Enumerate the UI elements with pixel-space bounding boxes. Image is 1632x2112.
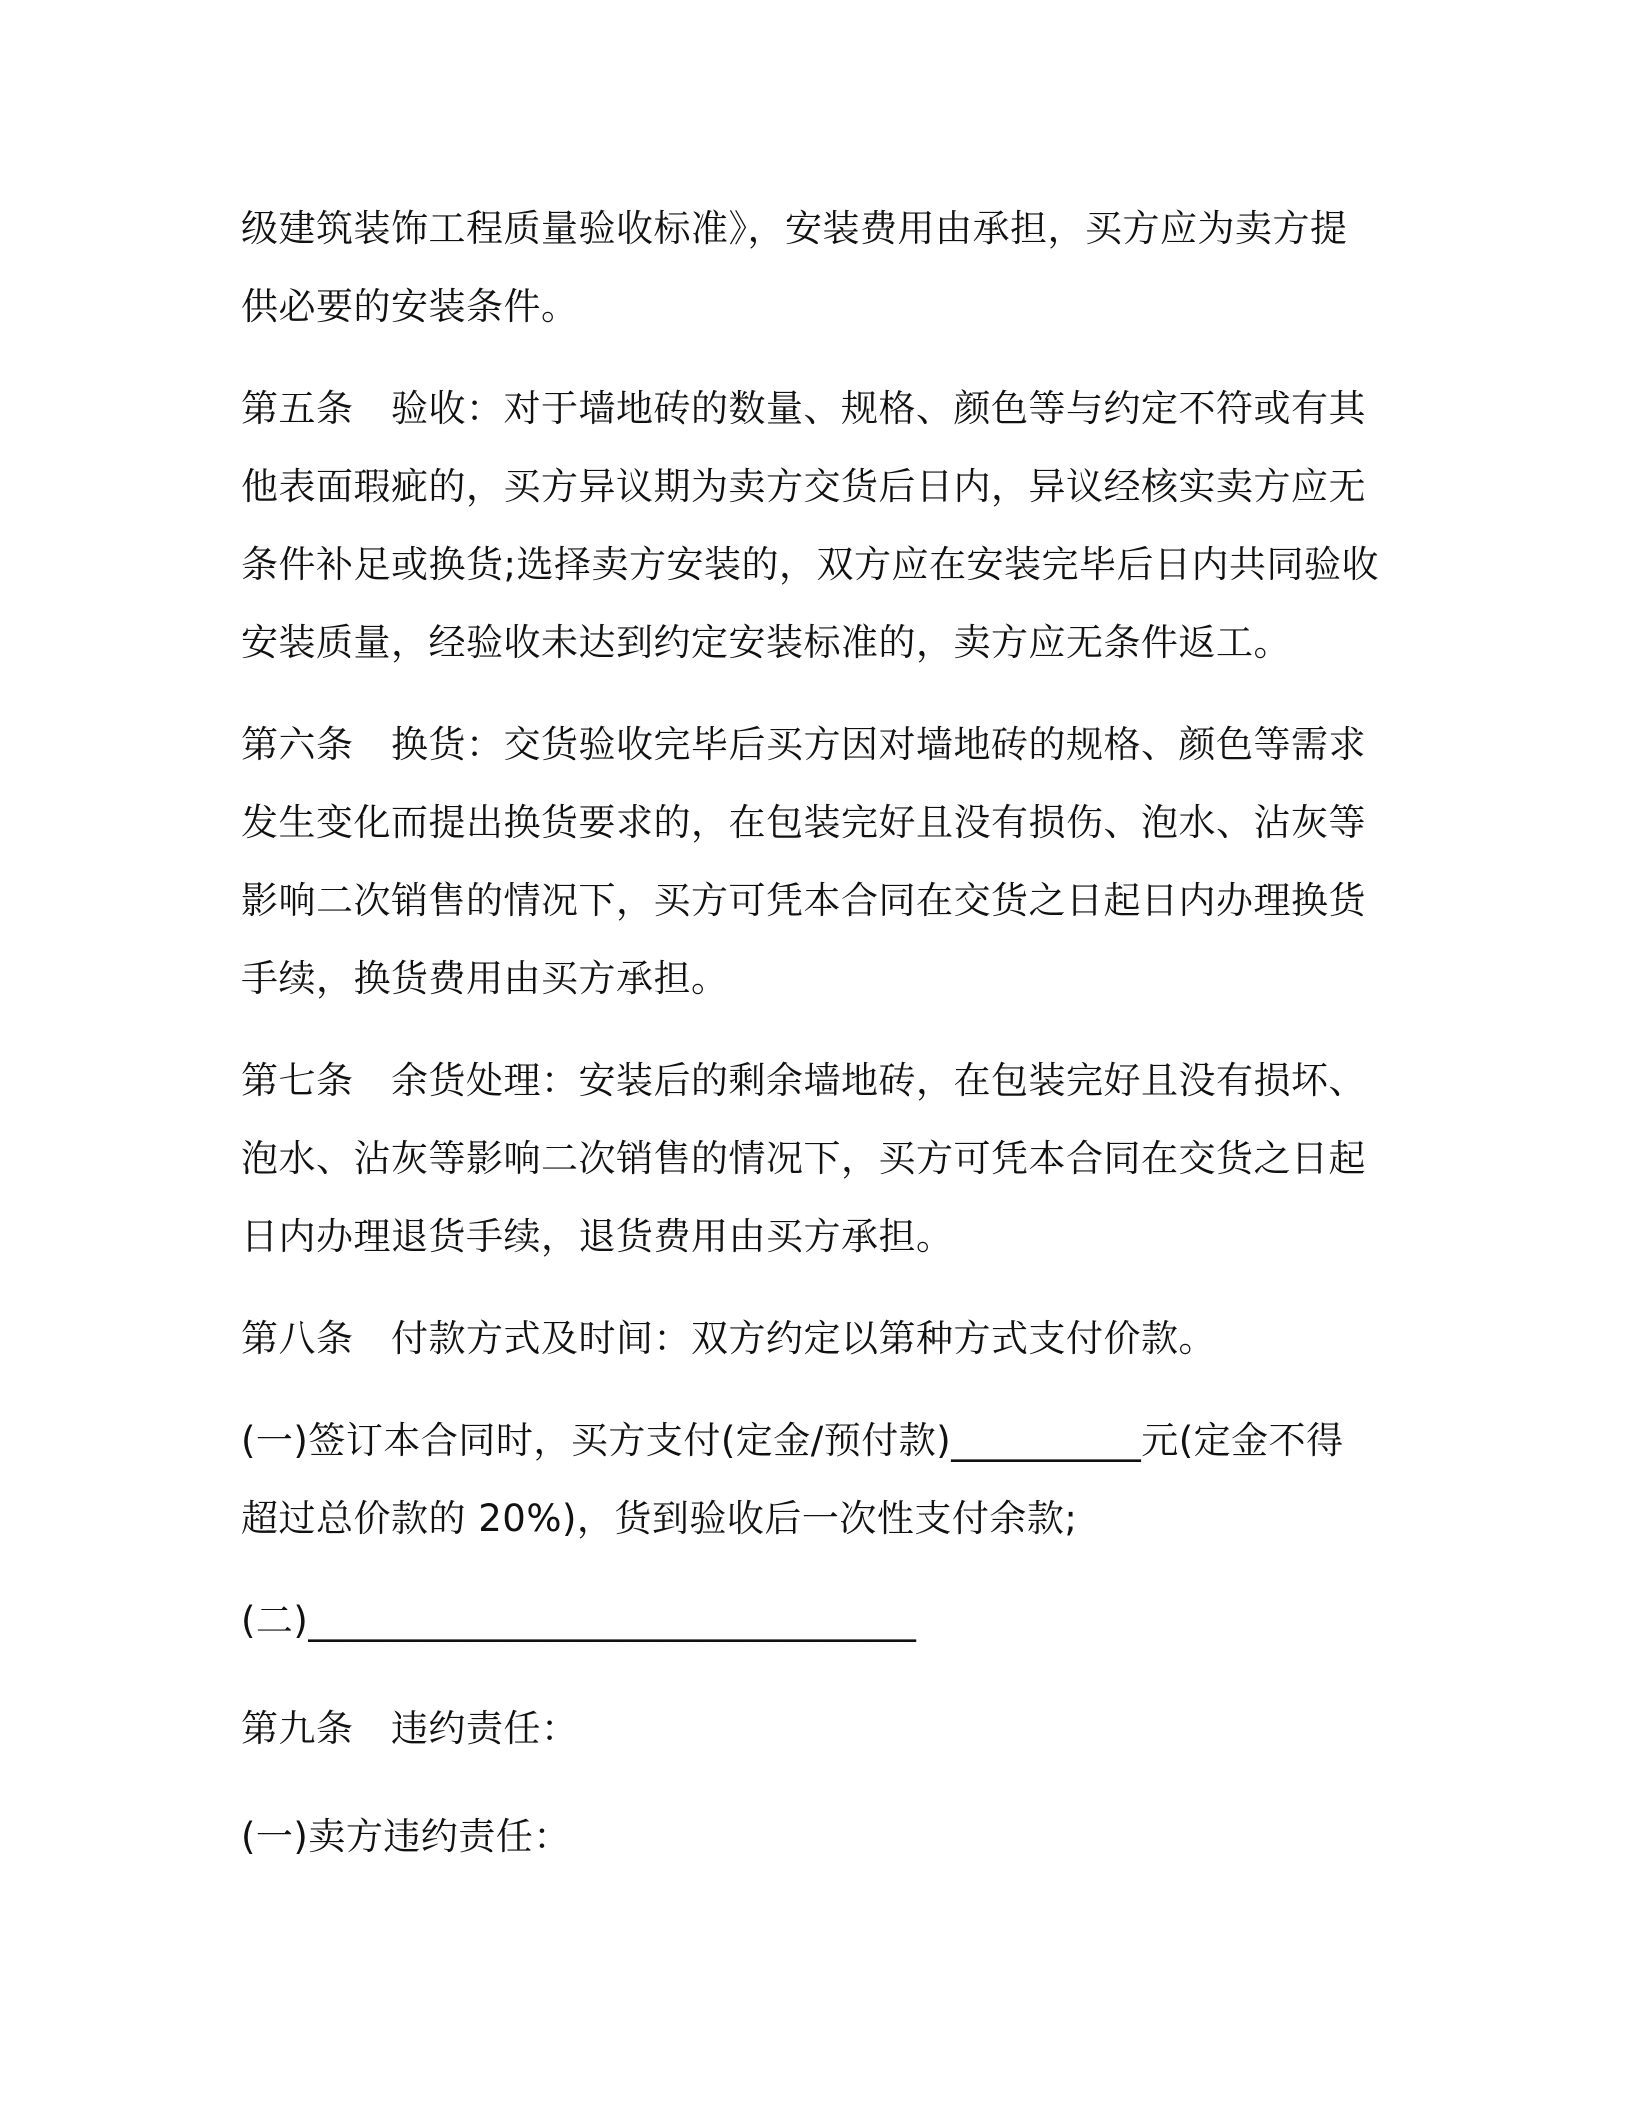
paragraph-article-8-payment: 第八条 付款方式及时间：双方约定以第种方式支付价款。 [241,1317,1216,1360]
paragraph-installation-conditions: 级建筑装饰工程质量验收标准》，安装费用由承担，买方应为卖方提供必要的安装条件。 [241,207,1348,328]
paragraph-payment-option-2: (二)________________________________ [241,1599,917,1642]
paragraph-article-6-exchange: 第六条 换货：交货验收完毕后买方因对墙地砖的规格、颜色等需求发生变化而提出换货要求的，在包装完好且没有损伤、泡水、沾灰等影响二次销售的情况下，买方可凭本合同在交货之日起日内办理换货手续，换货费用由买方承担。 [241,723,1366,1000]
paragraph-article-9-liability: 第九条 违约责任： [241,1707,579,1750]
paragraph-seller-liability: (一)卖方违约责任： [241,1815,571,1858]
paragraph-article-5-acceptance: 第五条 验收：对于墙地砖的数量、规格、颜色等与约定不符或有其他表面瑕疵的，买方异议期为卖方交货后日内，异议经核实卖方应无条件补足或换货;选择卖方安装的，双方应在安装完毕后日内共同验收安装质量，经验收未达到约定安装标准的，卖方应无条件返工。 [241,387,1379,664]
paragraph-payment-option-1: (一)签订本合同时，买方支付(定金/预付款)__________元(定金不得超过总价款的 20%)，货到验收后一次性支付余款; [241,1419,1344,1540]
paragraph-article-7-surplus: 第七条 余货处理：安装后的剩余墙地砖，在包装完好且没有损坏、泡水、沾灰等影响二次销售的情况下，买方可凭本合同在交货之日起日内办理退货手续，退货费用由买方承担。 [241,1059,1366,1258]
document-body [241,190,1381,1900]
